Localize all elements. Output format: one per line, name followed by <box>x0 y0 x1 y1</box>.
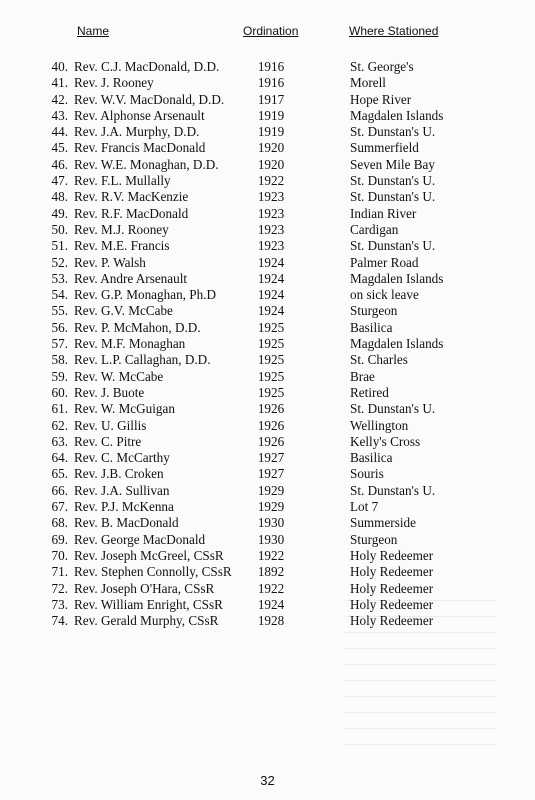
entry-name: Rev. Andre Arsenault <box>74 270 188 286</box>
entry-number: 47. <box>51 173 68 189</box>
entry-number: 67. <box>51 499 68 515</box>
list-item <box>0 385 535 401</box>
entry-name: Rev. Joseph O'Hara, CSsR <box>74 580 215 596</box>
entry-ordination-year: 1919 <box>257 107 285 123</box>
entry-ordination-year: 1892 <box>257 564 285 580</box>
entry-name: Rev. U. Gillis <box>74 417 147 433</box>
entry-number: 65. <box>51 466 68 482</box>
entry-station: Holy Redeemer <box>350 564 434 580</box>
list-item <box>0 336 535 352</box>
entry-name: Rev. B. MacDonald <box>74 515 179 531</box>
entry-ordination-year: 1924 <box>257 596 285 612</box>
entry-number: 72. <box>51 580 68 596</box>
entry-name: Rev. Alphonse Arsenault <box>74 107 205 123</box>
entry-name: Rev. Stephen Connolly, CSsR <box>74 564 232 580</box>
list-item <box>0 466 535 482</box>
list-item <box>0 564 535 580</box>
entry-station: Basilica <box>350 450 393 466</box>
list-item <box>0 352 535 368</box>
entry-station: Seven Mile Bay <box>350 156 435 172</box>
entry-name: Rev. C.J. MacDonald, D.D. <box>74 59 220 74</box>
entry-station: St. Dunstan's U. <box>350 173 436 189</box>
entry-ordination-year: 1923 <box>257 221 285 237</box>
entry-number: 73. <box>51 596 68 612</box>
entry-number: 54. <box>51 287 68 303</box>
list-item <box>0 450 535 466</box>
entry-name: Rev. William Enright, CSsR <box>74 596 223 612</box>
entry-station: Wellington <box>350 417 409 433</box>
entry-ordination-year: 1925 <box>257 319 285 335</box>
entry-number: 71. <box>51 564 68 580</box>
list-item <box>0 92 535 108</box>
entry-ordination-year: 1923 <box>257 238 285 254</box>
entry-number: 53. <box>51 270 68 286</box>
entry-ordination-year: 1926 <box>257 417 285 433</box>
entry-number: 51. <box>51 238 68 254</box>
list-item <box>0 418 535 434</box>
entry-station: Basilica <box>350 319 393 335</box>
entry-station: Magdalen Islands <box>350 107 444 123</box>
entry-number: 66. <box>51 482 68 498</box>
entry-ordination-year: 1925 <box>257 368 285 384</box>
list-item <box>0 320 535 336</box>
entry-station: St. Charles <box>350 352 408 368</box>
entry-ordination-year: 1923 <box>257 189 285 205</box>
entry-ordination-year: 1925 <box>257 352 285 368</box>
list-item <box>0 173 535 189</box>
entry-ordination-year: 1920 <box>257 140 285 156</box>
entry-ordination-year: 1922 <box>257 173 285 189</box>
list-item <box>0 75 535 91</box>
entry-station: St. Dunstan's U. <box>350 124 436 140</box>
entry-number: 62. <box>51 417 68 433</box>
entry-number: 74. <box>51 613 68 629</box>
list-item <box>0 581 535 597</box>
list-item <box>0 515 535 531</box>
entry-name: Rev. C. McCarthy <box>74 450 170 466</box>
list-item <box>0 140 535 156</box>
list-item <box>0 206 535 222</box>
entry-station: St. Dunstan's U. <box>350 401 436 417</box>
entry-number: 40. <box>51 59 68 74</box>
entry-station: on sick leave <box>350 287 419 303</box>
list-item <box>0 303 535 319</box>
entry-ordination-year: 1924 <box>257 287 285 303</box>
entry-number: 48. <box>51 189 68 205</box>
entry-number: 46. <box>51 156 68 172</box>
page-number: 32 <box>260 773 275 788</box>
entry-name: Rev. Gerald Murphy, CSsR <box>74 613 219 629</box>
entry-number: 57. <box>51 336 68 352</box>
entry-name: Rev. George MacDonald <box>74 531 206 547</box>
entry-station: St. Dunstan's U. <box>350 238 436 254</box>
entry-number: 61. <box>51 401 68 417</box>
entry-name: Rev. W.E. Monaghan, D.D. <box>74 156 219 172</box>
entry-number: 69. <box>51 531 68 547</box>
entry-station: Palmer Road <box>350 254 419 270</box>
entry-ordination-year: 1920 <box>257 156 285 172</box>
entry-number: 55. <box>51 303 68 319</box>
entry-station: Morell <box>350 75 386 91</box>
entry-station: Holy Redeemer <box>350 613 434 629</box>
list-item <box>0 597 535 613</box>
entry-station: Sturgeon <box>350 303 398 319</box>
entry-station: Holy Redeemer <box>350 580 434 596</box>
header-ordination: Ordination <box>243 24 299 38</box>
entry-ordination-year: 1927 <box>257 450 285 466</box>
entry-name: Rev. P. McMahon, D.D. <box>74 319 201 335</box>
entry-number: 45. <box>51 140 68 156</box>
entry-number: 59. <box>51 368 68 384</box>
entry-station: Kelly's Cross <box>350 433 421 449</box>
entry-name: Rev. R.V. MacKenzie <box>74 189 189 205</box>
entry-name: Rev. L.P. Callaghan, D.D. <box>74 352 211 368</box>
entry-name: Rev. R.F. MacDonald <box>74 205 189 221</box>
header-where-stationed: Where Stationed <box>349 24 439 38</box>
list-item <box>0 483 535 499</box>
list-item <box>0 255 535 271</box>
entry-ordination-year: 1925 <box>257 336 285 352</box>
entry-station: Magdalen Islands <box>350 270 444 286</box>
entry-ordination-year: 1925 <box>257 384 285 400</box>
entry-station: Magdalen Islands <box>350 336 444 352</box>
entry-name: Rev. M.F. Monaghan <box>74 336 186 352</box>
list-item <box>0 189 535 205</box>
list-item <box>0 369 535 385</box>
entry-station: Lot 7 <box>350 499 379 515</box>
entry-ordination-year: 1922 <box>257 547 285 563</box>
entry-name: Rev. J.A. Murphy, D.D. <box>74 124 200 140</box>
entry-number: 43. <box>51 107 68 123</box>
entry-name: Rev. C. Pitre <box>74 433 142 449</box>
entry-station: Sturgeon <box>350 531 398 547</box>
entry-station: Summerfield <box>350 140 419 156</box>
entry-name: Rev. J.B. Croken <box>74 466 164 482</box>
list-item <box>0 613 535 629</box>
entry-station: Indian River <box>350 205 417 221</box>
entry-name: Rev. J. Rooney <box>74 75 154 91</box>
entry-number: 58. <box>51 352 68 368</box>
list-item <box>0 124 535 140</box>
entry-station: Retired <box>350 384 389 400</box>
entry-name: Rev. G.V. McCabe <box>74 303 173 319</box>
entry-name: Rev. M.J. Rooney <box>74 221 169 237</box>
entry-ordination-year: 1927 <box>257 466 285 482</box>
entry-name: Rev. J. Buote <box>74 384 145 400</box>
entry-ordination-year: 1929 <box>257 499 285 515</box>
entry-ordination-year: 1928 <box>257 613 285 629</box>
entry-number: 64. <box>51 450 68 466</box>
entry-name: Rev. G.P. Monaghan, Ph.D <box>74 287 217 303</box>
entry-number: 52. <box>51 254 68 270</box>
entry-station: St. George's <box>350 59 414 74</box>
entry-name: Rev. P. Walsh <box>74 254 146 270</box>
entry-ordination-year: 1930 <box>257 515 285 531</box>
list-item <box>0 287 535 303</box>
entry-station: St. Dunstan's U. <box>350 189 436 205</box>
entry-number: 60. <box>51 384 68 400</box>
entry-ordination-year: 1924 <box>257 270 285 286</box>
entry-ordination-year: 1922 <box>257 580 285 596</box>
entry-ordination-year: 1929 <box>257 482 285 498</box>
entry-number: 63. <box>51 433 68 449</box>
clergy-list <box>0 59 535 629</box>
list-item <box>0 222 535 238</box>
entry-station: Holy Redeemer <box>350 596 434 612</box>
entry-number: 50. <box>51 221 68 237</box>
entry-name: Rev. W.V. MacDonald, D.D. <box>74 91 225 107</box>
entry-station: Cardigan <box>350 221 399 237</box>
entry-name: Rev. J.A. Sullivan <box>74 482 170 498</box>
entry-number: 49. <box>51 205 68 221</box>
entry-ordination-year: 1924 <box>257 303 285 319</box>
list-item <box>0 157 535 173</box>
header-name: Name <box>77 24 110 38</box>
entry-ordination-year: 1916 <box>257 59 285 74</box>
entry-number: 56. <box>51 319 68 335</box>
list-item <box>0 401 535 417</box>
entry-station: Hope River <box>350 91 412 107</box>
entry-number: 41. <box>51 75 68 91</box>
entry-ordination-year: 1919 <box>257 124 285 140</box>
entry-number: 44. <box>51 124 68 140</box>
list-item <box>0 108 535 124</box>
entry-number: 42. <box>51 91 68 107</box>
list-item <box>0 548 535 564</box>
entry-name: Rev. F.L. Mullally <box>74 173 171 189</box>
entry-station: Brae <box>350 368 375 384</box>
entry-ordination-year: 1917 <box>257 91 285 107</box>
entry-station: Souris <box>350 466 384 482</box>
entry-number: 70. <box>51 547 68 563</box>
entry-name: Rev. P.J. McKenna <box>74 499 174 515</box>
entry-name: Rev. W. McGuigan <box>74 401 175 417</box>
list-item <box>0 434 535 450</box>
entry-name: Rev. Joseph McGreel, CSsR <box>74 547 224 563</box>
entry-station: Summerside <box>350 515 416 531</box>
list-item <box>0 59 535 75</box>
list-item <box>0 532 535 548</box>
entry-ordination-year: 1916 <box>257 75 285 91</box>
entry-station: St. Dunstan's U. <box>350 482 436 498</box>
list-item <box>0 271 535 287</box>
entry-ordination-year: 1924 <box>257 254 285 270</box>
entry-name: Rev. Francis MacDonald <box>74 140 206 156</box>
list-item <box>0 499 535 515</box>
entry-ordination-year: 1923 <box>257 205 285 221</box>
list-item <box>0 238 535 254</box>
entry-name: Rev. W. McCabe <box>74 368 164 384</box>
entry-ordination-year: 1926 <box>257 433 285 449</box>
entry-number: 68. <box>51 515 68 531</box>
entry-name: Rev. M.E. Francis <box>74 238 170 254</box>
entry-station: Holy Redeemer <box>350 547 434 563</box>
entry-ordination-year: 1926 <box>257 401 285 417</box>
entry-ordination-year: 1930 <box>257 531 285 547</box>
